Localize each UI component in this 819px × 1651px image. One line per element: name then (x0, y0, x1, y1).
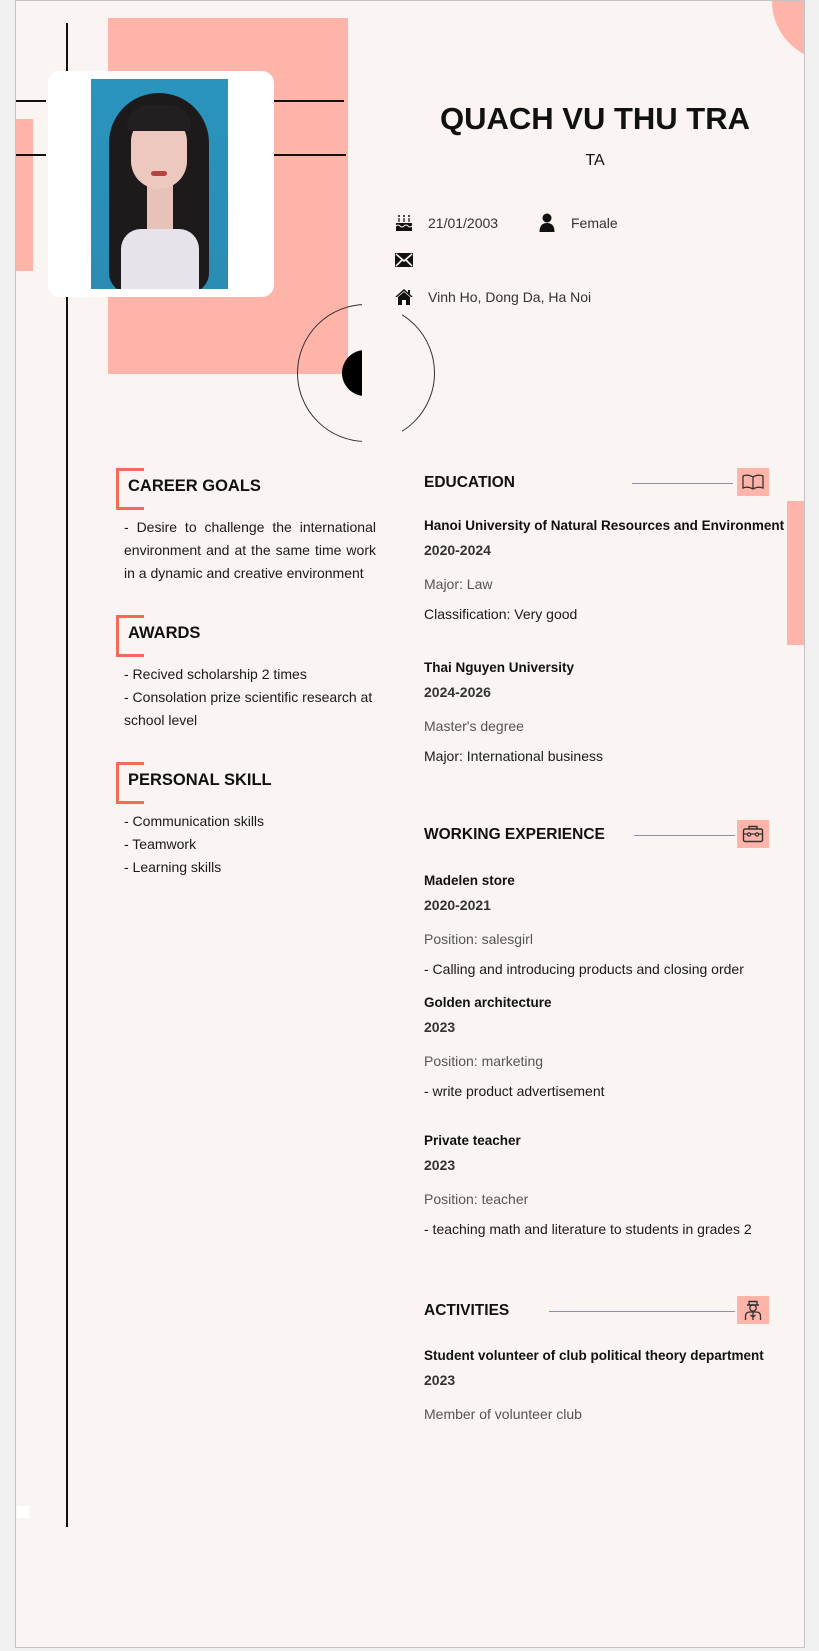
experience-desc: - Calling and introducing products and closing order (424, 961, 744, 977)
experience-divider (634, 835, 735, 836)
decor-mask (362, 291, 402, 451)
career-goals-section (116, 468, 376, 585)
education-school: Thai Nguyen University (424, 660, 575, 675)
education-title: EDUCATION (424, 474, 515, 491)
corner-circle-decor (772, 0, 805, 61)
award-item: - Recived scholarship 2 times (124, 666, 307, 682)
experience-company: Madelen store (424, 873, 515, 888)
personal-skill-title: PERSONAL SKILL (116, 762, 376, 798)
skill-item: - Communication skills (124, 813, 265, 829)
education-item (424, 518, 804, 622)
skill-item: - Learning skills (124, 859, 222, 875)
experience-item (424, 1133, 804, 1237)
activity-years: 2023 (424, 1372, 456, 1388)
awards-section (116, 615, 376, 732)
skills-list (116, 810, 376, 879)
experience-desc: - write product advertisement (424, 1083, 605, 1099)
education-detail: Major: Law (424, 576, 493, 592)
experience-desc: - teaching math and literature to students in grades 2 (424, 1221, 752, 1237)
decor-line-right-1 (274, 100, 344, 102)
email-row (394, 250, 428, 270)
activity-desc: Member of volunteer club (424, 1406, 582, 1422)
experience-title: WORKING EXPERIENCE (424, 826, 605, 843)
career-goals-title: CAREER GOALS (116, 468, 376, 504)
career-goals-text: - Desire to challenge the international environment and at the same time work in a dynamic and creative environment (124, 519, 376, 581)
education-divider (632, 483, 733, 484)
birthday-value: 21/01/2003 (428, 215, 499, 231)
skill-item: - Teamwork (124, 836, 197, 852)
activity-item (424, 1348, 804, 1422)
person-icon (537, 213, 557, 233)
envelope-icon (394, 250, 414, 270)
gender-value: Female (571, 215, 618, 231)
experience-item (424, 995, 804, 1099)
activity-name: Student volunteer of club political theory department (424, 1348, 764, 1363)
activities-header (424, 1296, 769, 1326)
home-icon (394, 287, 414, 307)
candidate-name: QUACH VU THU TRA (440, 101, 750, 136)
experience-company: Private teacher (424, 1133, 521, 1148)
address-row (394, 287, 591, 307)
experience-position: Position: salesgirl (424, 931, 533, 947)
activities-divider (549, 1311, 735, 1312)
experience-years: 2020-2021 (424, 897, 491, 913)
candidate-role: TA (585, 152, 605, 169)
education-desc: Major: International business (424, 748, 603, 764)
profile-photo (91, 79, 228, 289)
experience-years: 2023 (424, 1157, 456, 1173)
education-years: 2024-2026 (424, 684, 491, 700)
address-value: Vinh Ho, Dong Da, Ha Noi (428, 289, 592, 305)
decor-chip (17, 1506, 29, 1518)
experience-years: 2023 (424, 1019, 456, 1035)
birthday-row (394, 213, 498, 233)
cv-page (15, 0, 805, 1648)
book-icon (737, 468, 769, 496)
experience-company: Golden architecture (424, 995, 552, 1010)
experience-header (424, 820, 769, 850)
award-item: - Consolation prize scientific research at school level (124, 689, 373, 728)
activities-title: ACTIVITIES (424, 1302, 510, 1319)
education-item (424, 660, 804, 764)
personal-skill-section (116, 762, 376, 879)
experience-position: Position: marketing (424, 1053, 544, 1069)
awards-title: AWARDS (116, 615, 376, 651)
briefcase-icon (737, 820, 769, 848)
volunteer-person-icon (737, 1296, 769, 1324)
decor-line-left-2 (16, 154, 46, 156)
birthday-cake-icon (394, 213, 414, 233)
decor-line-left-1 (16, 100, 46, 102)
education-header (424, 468, 769, 498)
experience-position: Position: teacher (424, 1191, 529, 1207)
education-school: Hanoi University of Natural Resources and Environment (424, 518, 785, 533)
decor-line-right-2 (274, 154, 346, 156)
education-desc: Classification: Very good (424, 606, 578, 622)
left-pink-strip (16, 119, 33, 271)
awards-list (116, 663, 376, 732)
education-years: 2020-2024 (424, 542, 491, 558)
experience-item (424, 873, 804, 977)
gender-row (537, 213, 618, 233)
education-detail: Master's degree (424, 718, 524, 734)
